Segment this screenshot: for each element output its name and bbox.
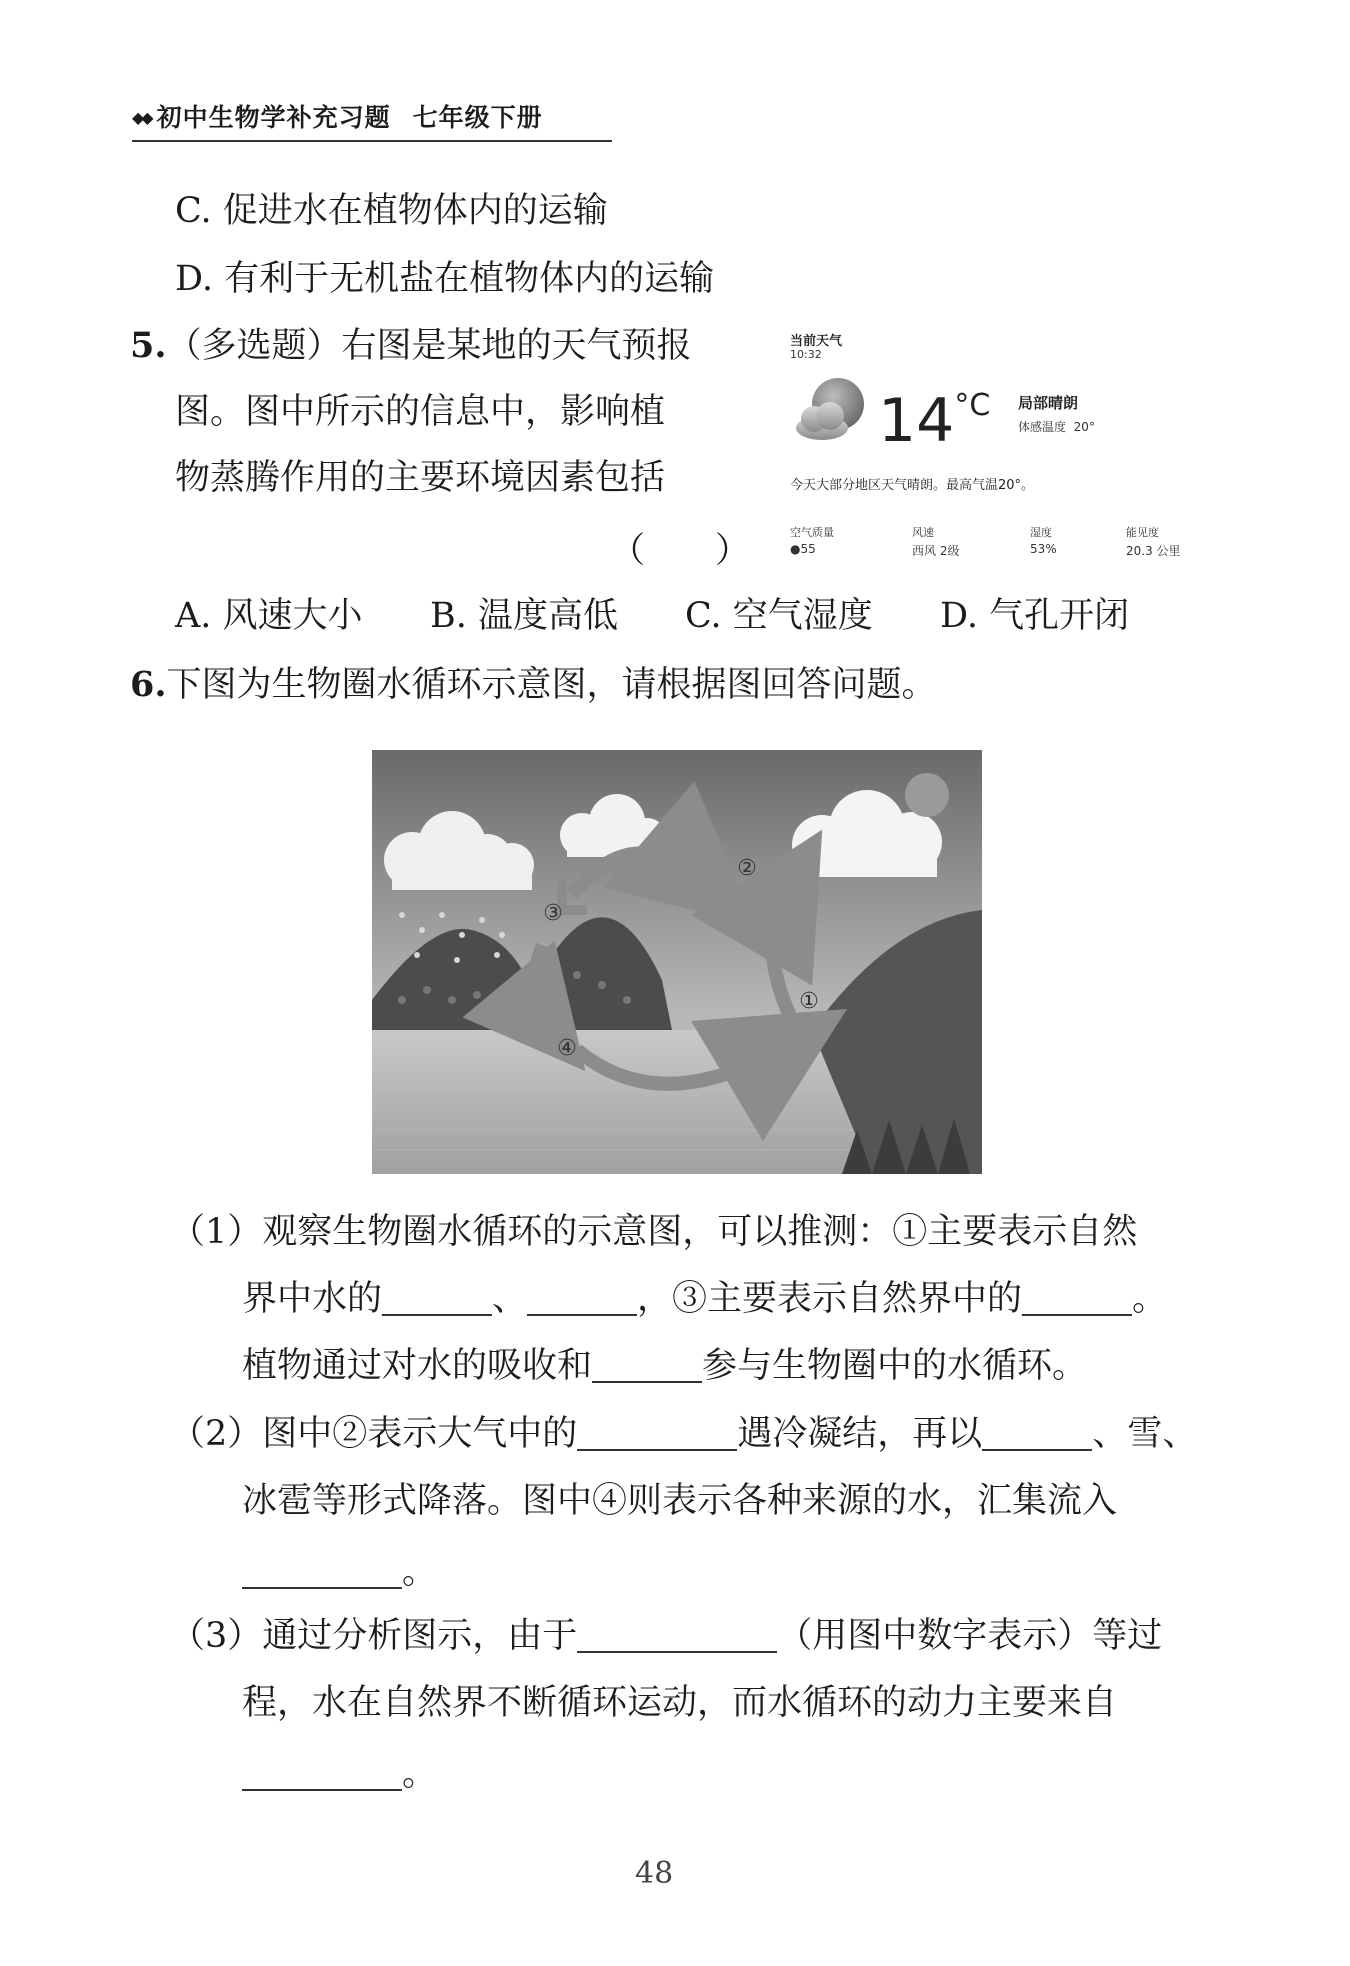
q6-p3-number: （3） — [170, 1616, 263, 1656]
q6-p3-text-a2: （用图中数字表示）等过 — [777, 1616, 1163, 1656]
q6-p1-text-c1: 植物通过对水的吸收和 — [242, 1346, 593, 1386]
q6-p3-text-a1: 通过分析图示，由于 — [262, 1616, 578, 1656]
q6-p1-text-b3: ，③主要表示自然界中的 — [637, 1279, 1023, 1319]
stat-humidity-value: 53% — [1030, 542, 1057, 556]
q6-p3-text-c: 。 — [402, 1754, 438, 1794]
q6-p1-line-3 — [242, 1344, 1087, 1388]
q6-p1-line-1 — [170, 1210, 1137, 1254]
q5-option-d: D. 气孔开闭 — [940, 596, 1130, 636]
weather-title: 当前天气 — [790, 334, 843, 349]
running-header — [132, 100, 612, 142]
stat-aqi-value: ●55 — [790, 542, 816, 556]
q6-p1-text-b2: 、 — [492, 1279, 528, 1319]
q6-p1-text-a: 观察生物圈水循环的示意图，可以推测：①主要表示自然 — [262, 1212, 1138, 1252]
q6-intro-line — [130, 663, 937, 707]
q6-p2-text-a1: 图中②表示大气中的 — [262, 1414, 578, 1454]
aqi-dot-icon: ● — [790, 542, 801, 556]
q5-line-3: 物蒸腾作用的主要环境因素包括 — [175, 458, 666, 498]
weather-temperature — [878, 374, 991, 456]
answer-blank[interactable] — [242, 1755, 402, 1791]
weather-forecast-card — [790, 324, 1210, 574]
answer-blank[interactable] — [577, 1617, 777, 1653]
q5-option-c: C. 空气湿度 — [685, 596, 873, 636]
answer-blank[interactable] — [982, 1415, 1092, 1451]
q4-option-c: C. 促进水在植物体内的运输 — [175, 191, 608, 231]
diagram-label-2: ② — [737, 856, 757, 881]
feels-like-label: 体感温度 — [1018, 420, 1067, 434]
grade-label: 七年级下册 — [412, 103, 543, 132]
feels-like — [1018, 418, 1095, 435]
answer-blank[interactable] — [382, 1280, 492, 1316]
stat-humidity-label: 湿度 — [1030, 526, 1052, 539]
q6-p2-text-a3: 、雪、 — [1092, 1414, 1198, 1454]
weather-summary: 今天大部分地区天气晴朗。最高气温20°。 — [790, 478, 1035, 493]
q6-p2-number: （2） — [170, 1414, 263, 1454]
temperature-unit: °C — [954, 388, 991, 423]
answer-blank[interactable] — [527, 1280, 637, 1316]
water-cycle-diagram — [372, 750, 982, 1174]
weather-condition: 局部晴朗 — [1018, 394, 1079, 412]
answer-blank[interactable] — [242, 1553, 402, 1589]
page-number: 48 — [635, 1856, 674, 1891]
q6-p3-line-3 — [242, 1752, 437, 1796]
temperature-value: 14 — [878, 386, 955, 456]
q6-p2-line-1 — [170, 1412, 1197, 1456]
diagram-label-4: ④ — [557, 1036, 577, 1061]
q6-p1-text-b4: 。 — [1132, 1279, 1168, 1319]
q5-text-1: （多选题）右图是某地的天气预报 — [166, 326, 692, 366]
diagram-label-3: ③ — [543, 901, 563, 926]
q6-p1-text-c2: 参与生物圈中的水循环。 — [702, 1346, 1088, 1386]
partly-cloudy-icon — [792, 374, 872, 444]
diagram-label-1: ① — [799, 989, 819, 1014]
book-title: 初中生物学补充习题 — [156, 103, 391, 132]
q5-option-b: B. 温度高低 — [430, 596, 618, 636]
stat-visibility-label: 能见度 — [1126, 526, 1159, 539]
q5-option-a: A. 风速大小 — [175, 596, 363, 636]
q5-answer-paren: （ ） — [610, 531, 751, 571]
header-diamond-icon: ◆◆ — [132, 108, 151, 127]
stat-wind-value: 西风 2级 — [912, 544, 960, 558]
q5-number: 5. — [130, 325, 167, 366]
q4-option-d: D. 有利于无机盐在植物体内的运输 — [175, 259, 715, 299]
q6-p1-text-b1: 界中水的 — [242, 1279, 383, 1319]
stat-aqi-label: 空气质量 — [790, 526, 834, 539]
q6-p2-line-2: 冰雹等形式降落。图中④则表示各种来源的水，汇集流入 — [242, 1481, 1118, 1521]
q6-p1-number: （1） — [170, 1212, 263, 1252]
weather-time: 10:32 — [790, 348, 822, 361]
q6-p2-line-3 — [242, 1550, 437, 1594]
q6-p2-text-c: 。 — [402, 1552, 438, 1592]
q6-p3-line-2: 程，水在自然界不断循环运动，而水循环的动力主要来自 — [242, 1683, 1118, 1723]
q5-line-2: 图。图中所示的信息中，影响植 — [175, 392, 666, 432]
q6-p1-line-2 — [242, 1277, 1167, 1321]
stat-visibility-value: 20.3 公里 — [1126, 544, 1181, 558]
q6-p3-line-1 — [170, 1614, 1162, 1658]
feels-like-value: 20° — [1073, 420, 1095, 434]
answer-blank[interactable] — [1022, 1280, 1132, 1316]
q5-line-1 — [130, 324, 692, 368]
q6-p2-text-a2: 遇冷凝结，再以 — [737, 1414, 983, 1454]
answer-blank[interactable] — [577, 1415, 737, 1451]
answer-blank[interactable] — [592, 1347, 702, 1383]
q6-number: 6. — [130, 664, 167, 705]
stat-wind-label: 风速 — [912, 526, 934, 539]
q6-intro: 下图为生物圈水循环示意图，请根据图回答问题。 — [166, 665, 937, 705]
